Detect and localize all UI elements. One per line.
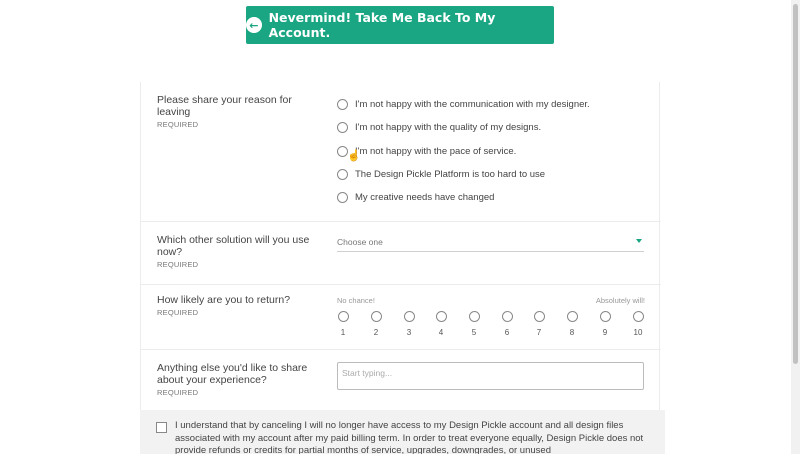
option-label: My creative needs have changed xyxy=(355,192,495,203)
reason-question xyxy=(157,94,317,131)
scale-number: 9 xyxy=(602,328,608,337)
radio-circle[interactable] xyxy=(502,311,513,322)
caret-down-icon xyxy=(636,239,642,243)
reason-section xyxy=(141,82,661,222)
scale-option-6[interactable] xyxy=(497,311,517,337)
scale-number: 10 xyxy=(633,328,643,337)
share-textarea[interactable] xyxy=(337,362,644,390)
solution-label: Which other solution will you use now? xyxy=(157,234,310,258)
share-question xyxy=(157,362,317,399)
reason-label: Please share your reason for leaving xyxy=(157,94,292,118)
radio-circle[interactable] xyxy=(337,169,348,180)
reason-option-needs-changed[interactable] xyxy=(337,192,494,203)
select-placeholder: Choose one xyxy=(337,237,383,247)
reason-option-pace[interactable] xyxy=(337,146,516,157)
radio-circle[interactable] xyxy=(534,311,545,322)
scale-number: 8 xyxy=(569,328,575,337)
hand-cursor-icon: ☝ xyxy=(347,150,361,162)
radio-circle[interactable] xyxy=(600,311,611,322)
return-section xyxy=(141,285,661,350)
radio-circle[interactable] xyxy=(469,311,480,322)
radio-circle[interactable] xyxy=(338,311,349,322)
reason-option-quality[interactable] xyxy=(337,122,541,133)
back-to-account-button[interactable] xyxy=(246,6,554,44)
required-tag: REQUIRED xyxy=(157,308,199,317)
scale-number: 7 xyxy=(536,328,542,337)
radio-circle[interactable] xyxy=(633,311,644,322)
scale-number: 3 xyxy=(406,328,412,337)
scale-option-3[interactable] xyxy=(399,311,419,337)
solution-question xyxy=(157,234,317,271)
scale-option-9[interactable] xyxy=(595,311,615,337)
scale-low-label: No chance! xyxy=(337,296,375,305)
scale-option-10[interactable] xyxy=(628,311,648,337)
solution-section xyxy=(141,222,661,285)
cancel-form xyxy=(140,82,660,454)
page-scrollbar[interactable] xyxy=(791,0,800,454)
radio-circle[interactable] xyxy=(436,311,447,322)
scale-number: 6 xyxy=(504,328,510,337)
agreement-text: I understand that by canceling I will no longer have access to my Design Pickle account and all design files associated with my account after my paid billing term. In order to treat everyone equally, Design Pickle does not provide refunds or credits for partial months of service, upgrades, downgrades, or unused xyxy=(175,420,644,454)
option-label: I'm not happy with the communication with my designer. xyxy=(355,99,590,110)
required-tag: REQUIRED xyxy=(157,120,199,129)
radio-circle[interactable] xyxy=(567,311,578,322)
scale-high-label: Absolutely will! xyxy=(595,296,645,305)
radio-circle[interactable] xyxy=(404,311,415,322)
return-label: How likely are you to return? xyxy=(157,294,291,306)
radio-circle[interactable] xyxy=(337,99,348,110)
scrollbar-thumb[interactable] xyxy=(793,4,798,364)
textarea-placeholder: Start typing... xyxy=(342,368,393,378)
return-question xyxy=(157,294,317,319)
scale-number: 5 xyxy=(471,328,477,337)
scale-number: 1 xyxy=(340,328,346,337)
scale-option-5[interactable] xyxy=(464,311,484,337)
arrow-left-circle-icon: ← xyxy=(246,17,262,33)
option-label: I'm not happy with the pace of service. xyxy=(355,146,517,157)
radio-circle[interactable] xyxy=(337,192,348,203)
reason-option-communication[interactable] xyxy=(337,99,590,110)
scale-option-2[interactable] xyxy=(366,311,386,337)
scale-option-7[interactable] xyxy=(529,311,549,337)
option-label: I'm not happy with the quality of my designs. xyxy=(355,122,542,133)
scale-number: 4 xyxy=(438,328,444,337)
reason-option-platform[interactable] xyxy=(337,169,545,180)
share-section xyxy=(141,350,661,410)
scale-option-8[interactable] xyxy=(562,311,582,337)
required-tag: REQUIRED xyxy=(157,388,199,397)
scale-option-1[interactable] xyxy=(333,311,353,337)
solution-select[interactable] xyxy=(337,236,644,252)
share-label: Anything else you'd like to share about your experience? xyxy=(157,362,308,386)
scale-option-4[interactable] xyxy=(431,311,451,337)
radio-circle[interactable] xyxy=(337,122,348,133)
back-to-account-label: Nevermind! Take Me Back To My Account. xyxy=(268,10,496,40)
required-tag: REQUIRED xyxy=(157,260,199,269)
radio-circle[interactable] xyxy=(371,311,382,322)
agreement-checkbox[interactable] xyxy=(156,422,167,433)
agreement-box xyxy=(140,410,665,454)
scale-number: 2 xyxy=(373,328,379,337)
option-label: The Design Pickle Platform is too hard to use xyxy=(355,169,546,180)
